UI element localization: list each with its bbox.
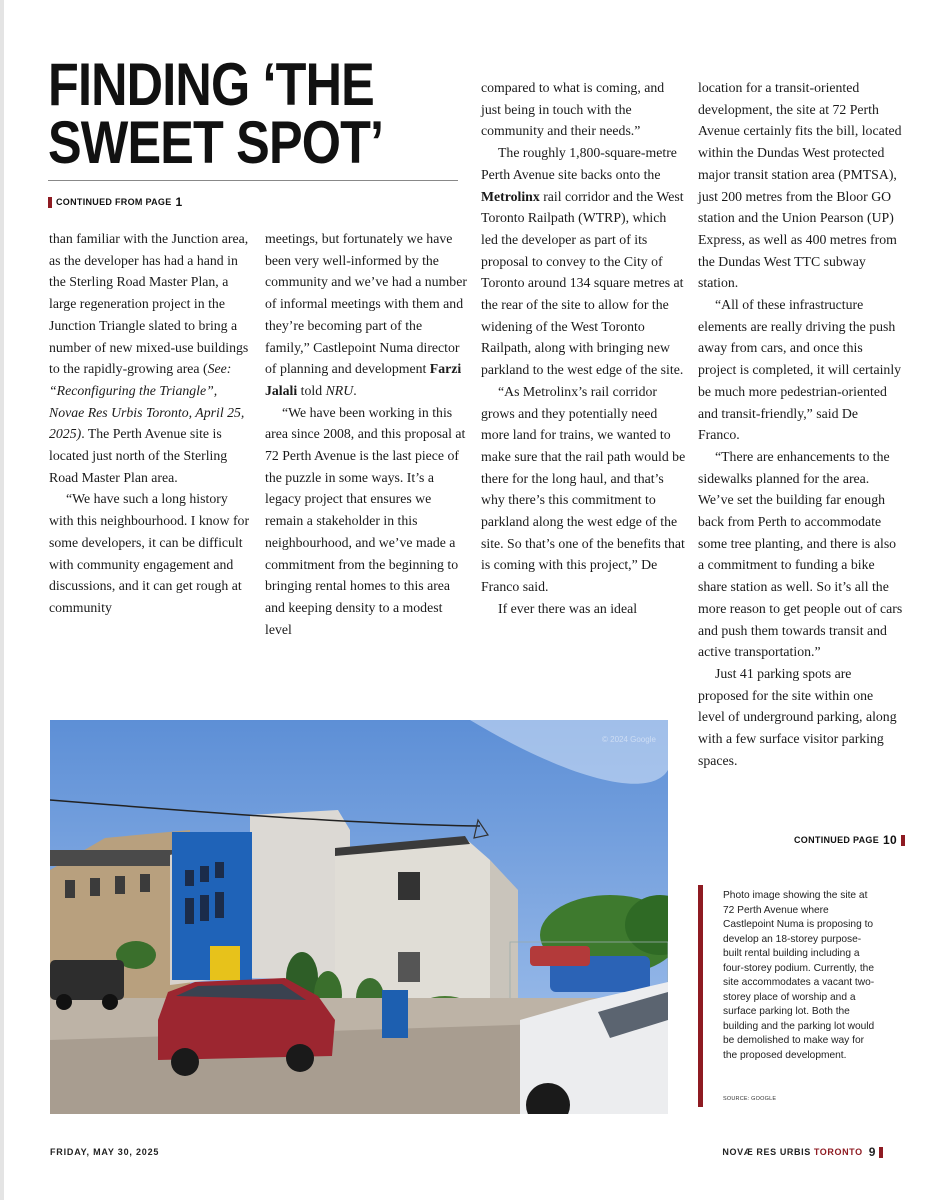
caption-accent-bar: [698, 885, 703, 1107]
window: [215, 892, 224, 918]
window: [185, 870, 194, 886]
window: [200, 866, 209, 882]
article-column-3: [481, 77, 686, 620]
footer-date: FRIDAY, MAY 30, 2025: [50, 1147, 160, 1157]
article-paragraph: location for a transit-oriented development, the site at 72 Perth Avenue certainly fits the bill, located within the Dundas West protected major transit station area (PMTSA), just 200 metres from the Bloor GO station and the Union Pearson (UP) Express, as well as 400 metres from the Dundas West TTC subway station.: [698, 80, 902, 291]
photo-caption: Photo image showing the site at 72 Perth Avenue where Castlepoint Numa is proposing to develop an 18-storey purpose-built rental building including a four-storey podium. Currently, the site accommodates a vacant two-storey place of worship and a surface parking lot. Both the building and the parking lot would be demolished to make way for the proposed development.: [723, 890, 875, 1061]
red-marker-icon: [48, 197, 52, 208]
site-photo: [50, 720, 668, 1114]
continued-from-label: CONTINUED FROM PAGE: [56, 197, 172, 207]
red-marker-icon: [901, 835, 905, 846]
window: [65, 880, 75, 898]
window: [90, 878, 100, 896]
wheel: [56, 994, 72, 1010]
article-column-4: [698, 77, 903, 772]
article-paragraph: “We have such a long history with this neighbourhood. I know for some developers, it can be difficult with community engagement and discussions, and it can get rough at community: [49, 491, 250, 615]
page-number: 9: [868, 1145, 876, 1159]
headline-line-2: SWEET SPOT’: [48, 109, 384, 176]
red-marker-icon: [879, 1147, 883, 1158]
street-view-image: [50, 720, 668, 1114]
wheel: [102, 994, 118, 1010]
continued-to-marker: [794, 833, 905, 847]
continued-from-page: 1: [175, 195, 183, 209]
wheel: [171, 1048, 199, 1076]
article-paragraph: “As Metrolinx’s rail corridor grows and they potentially need more land for trains, we wanted to make sure that the rail path would be there for the long haul, and that’s why there’s this commitment to parkland along the west edge of the site. So that’s one of the benefits that is coming with this project,” De Franco said.: [481, 383, 686, 595]
wheel: [286, 1044, 314, 1072]
parked-car: [530, 946, 590, 966]
window: [200, 895, 209, 921]
article-paragraph: compared to what is coming, and just being in touch with the community and their needs.”: [481, 80, 665, 139]
article-paragraph: If ever there was an ideal: [498, 600, 638, 616]
headline-line-1: FINDING ‘THE: [48, 51, 374, 118]
article-column-2: [265, 228, 470, 640]
continued-to-label: CONTINUED PAGE: [794, 835, 880, 845]
headline: [48, 51, 384, 176]
continued-to-page: 10: [883, 833, 897, 847]
window: [115, 876, 125, 894]
window: [140, 874, 150, 892]
dark-pickup-truck: [50, 960, 124, 1000]
continued-from-marker: [48, 195, 183, 209]
window: [185, 898, 194, 924]
yellow-door: [210, 946, 240, 980]
article-paragraph: “There are enhancements to the sidewalks planned for the area. We’ve set the building far enough back from Perth to accommodate some tree planting, and there is also a commitment to funding a bike share station as well. So it’s all the more reason to get people out of cars and push them towards transit and active transportation.”: [698, 448, 903, 660]
townhouse-balcony: [50, 850, 190, 866]
article-paragraph: “All of these infrastructure elements are really driving the push away from cars, and once this project is completed, it will certainly be much more pedestrian-oriented and transit-friendly,” said De Franco.: [698, 297, 902, 443]
article-paragraph: “We have been working in this area since 2008, and this proposal at 72 Perth Avenue is the last piece of the puzzle in some ways. It’s a legacy project that ensures we remain a stakeholder in this neighbourhood, and we’ve made a commitment from the beginning to bringing rental homes to this area and keeping density to a modest level: [265, 404, 466, 637]
article-paragraph: The roughly 1,800-square-metre Perth Avenue site backs onto the Metrolinx rail corridor and the West Toronto Railpath (WTRP), which led the developer as part of its proposal to convey to the City of Toronto around 134 square metres at the rear of the site to allow for the widening of the West Toronto Railpath, along with bringing new parkland to the west edge of the site.: [481, 145, 684, 378]
window: [215, 862, 224, 878]
headline-rule: [48, 180, 458, 181]
low-building: [335, 838, 490, 1010]
article-paragraph: than familiar with the Junction area, as the developer has had a hand in the Sterling Road Master Plan, a large regeneration project in the Junction Triangle slated to bring a number of new mixed-use buildings to the rapidly-growing area (See: “Reconfiguring the Triangle”, Novae Res Urbis Toronto, April 25, 2025). The Perth Avenue site is located just north of the Sterling Road Master Plan area.: [49, 231, 249, 485]
publication-name: NOVÆ RES URBIS: [722, 1147, 811, 1157]
window: [398, 872, 420, 900]
watermark: © 2024 Google: [602, 735, 656, 744]
article-paragraph: meetings, but fortunately we have been very well-informed by the community and we’ve had a number of informal meetings with them and they’re becoming part of the family,” Castlepoint Numa director of planning and development Farzi Jalali told NRU.: [265, 231, 467, 398]
photo-source: SOURCE: GOOGLE: [723, 1096, 777, 1102]
recycling-bin: [382, 990, 408, 1038]
article-paragraph: Just 41 parking spots are proposed for the site within one level of underground parking, along with a few surface visitor parking spaces.: [698, 665, 897, 768]
publication-city: TORONTO: [813, 1147, 863, 1157]
footer-publication: [722, 1145, 883, 1159]
window: [398, 952, 420, 982]
article-column-1: [49, 228, 254, 619]
page-edge: [0, 0, 4, 1200]
